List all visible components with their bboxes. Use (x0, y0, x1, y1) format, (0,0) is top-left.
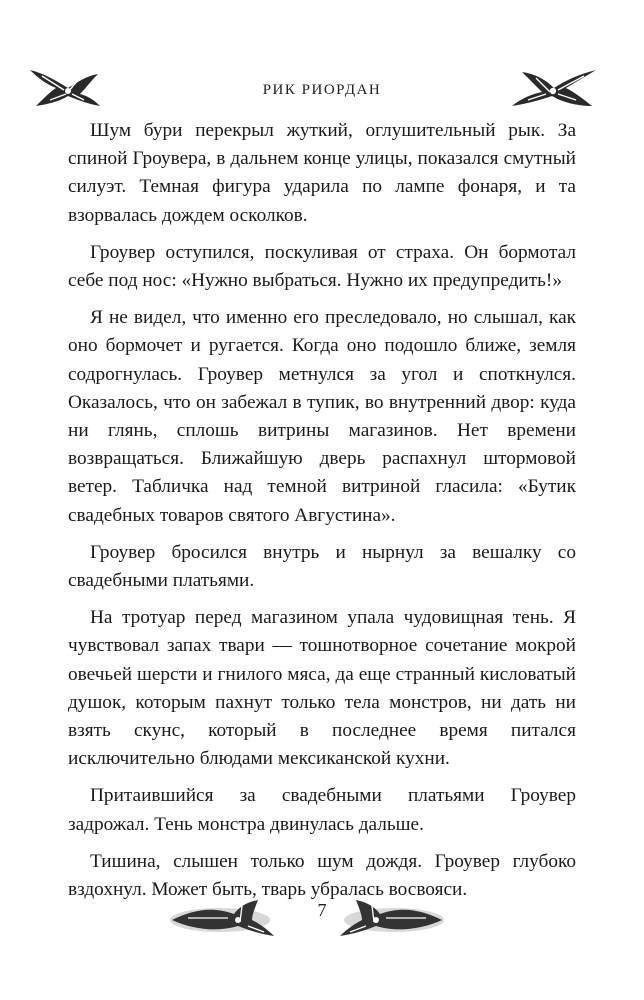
paragraph: Притаившийся за свадебными платьями Гроувер задрожал. Тень монстра двинулась дальше. (68, 785, 576, 835)
paragraph: На тротуар перед магазином упала чудовищная тень. Я чувствовал запах твари — тошнотворное сочетание мокрой овечьей шерсти и гнилого мяса, да еще странный кисловатый душок, которым пахнут только тела монстров, ни дать ни взять скунс, который в последнее время питался исключительно блюдами мексиканской кухни. (68, 607, 576, 770)
paragraph: Гроувер оступился, поскуливая от страха. Он бормотал себе под нос: «Нужно выбраться. Нужно их предупредить!» (68, 241, 576, 292)
page-number: 7 (317, 900, 327, 920)
running-header (0, 60, 644, 110)
paragraph: Тишина, слышен только шум дождя. Гроувер глубоко вздохнул. Может быть, тварь убралась восвояси. (68, 850, 576, 901)
page-body (68, 117, 576, 904)
wing-ornament-icon (336, 896, 446, 940)
paragraph: Я не видел, что именно его преследовало, но слышал, как оно бормочет и ругается. Когда оно подошло ближе, земля содрогнулась. Гроувер метнулся за угол и споткнулся. Оказалось, что он забежал в тупик, во внутренний двор: куда ни глянь, сплошь витрины магазинов. Нет времени возвращаться. Ближайшую дверь распахнул штормовой ветер. Табличка над темной витриной гласила: «Бутик свадебных товаров святого Августина». (68, 307, 576, 526)
page-footer (0, 880, 644, 950)
paragraph: Гроувер бросился внутрь и нырнул за вешалку со свадебными платьями. (68, 541, 576, 592)
running-header-author: РИК РИОРДАН (262, 82, 382, 98)
paragraph: Шум бури перекрыл жуткий, оглушительный рык. За спиной Гроувера, в дальнем конце улицы, показался смутный силуэт. Темная фигура ударила по лампе фонаря, и та взорвалась дождем осколков. (68, 120, 576, 226)
wing-ornament-icon (506, 64, 598, 110)
wing-ornament-icon (168, 896, 278, 940)
